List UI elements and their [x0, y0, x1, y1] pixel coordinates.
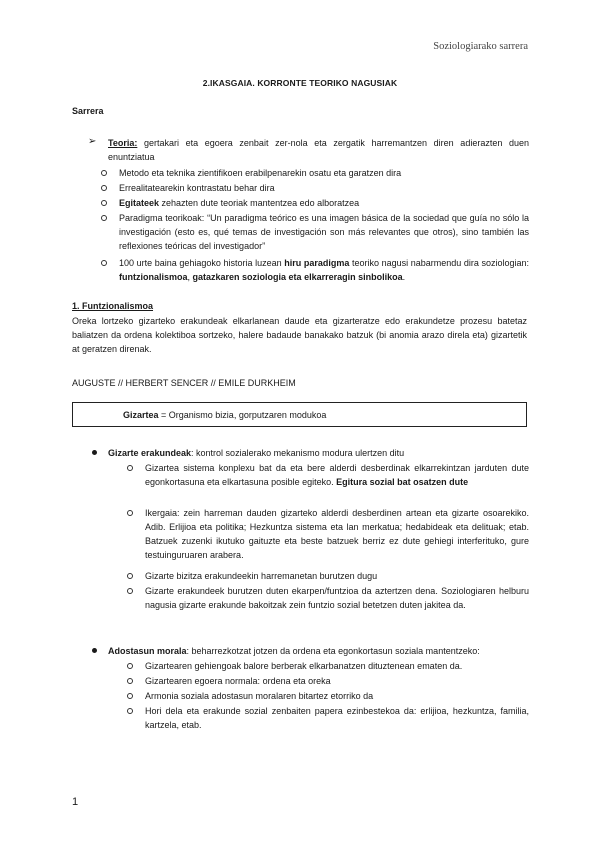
section-heading-sarrera: Sarrera	[72, 106, 104, 116]
circle-bullet-icon	[127, 693, 133, 699]
teoria-definition	[108, 136, 529, 164]
bullet-dot-icon	[92, 450, 97, 455]
circle-bullet-icon	[127, 663, 133, 669]
definition-box	[72, 402, 527, 427]
circle-bullet-icon	[101, 200, 107, 206]
list-item: Hori dela eta erakunde sozial zenbaiten papera ezinbestekoa da: erlijioa, hezkuntza, familia, kartzela, etab.	[145, 704, 529, 732]
list-item: Paradigma teorikoak: “Un paradigma teórico es una imagen básica de la sociedad que guía no sólo la investigación (esto es, qué temas de investigación son más relevantes que otros), sino también las reflexiones teóricas del investigador”	[119, 211, 529, 253]
circle-bullet-icon	[101, 215, 107, 221]
circle-bullet-icon	[127, 573, 133, 579]
circle-bullet-icon	[127, 465, 133, 471]
list-item: Gizartearen gehiengoak balore berberak elkarbanatzen dituztenean ematen da.	[145, 659, 529, 673]
arrow-bullet-icon: ➢	[88, 136, 97, 147]
list-item: Ikergaia: zein harreman dauden gizarteko alderdi desberdinen artean eta gizarte osoarekiko. Adib. Erlijioa eta politika; Hezkuntza sistema eta lan merkatua; hedabideak eta delituak; etab. Batzuek zuzenki ikutuko gaituzte eta beste batzuek berriz ez dute gehiegi interferituko, gure testuinguruaren arabera.	[145, 506, 529, 562]
section-heading-funtzionalismoa: 1. Funtzionalismoa	[72, 301, 154, 311]
teoria-text: gertakari eta egoera zenbait zer-nola eta zergatik harremantzen diren adierazten duen enuntziatua	[108, 138, 529, 162]
authors-line: AUGUSTE // HERBERT SENCER // EMILE DURKHEIM	[72, 378, 296, 388]
circle-bullet-icon	[101, 170, 107, 176]
circle-bullet-icon	[127, 678, 133, 684]
list-item: Gizartearen egoera normala: ordena eta oreka	[145, 674, 529, 688]
list-item: Egitateek zehazten dute teoriak mantentzea edo alboratzea	[119, 196, 529, 210]
running-header: Soziologiarako sarrera	[433, 41, 528, 52]
document-title: 2.IKASGAIA. KORRONTE TEORIKO NAGUSIAK	[202, 78, 398, 88]
adostasun-morala-item: Adostasun morala: beharrezkotzat jotzen da ordena eta egonkortasun soziala mantentzeko:	[108, 644, 529, 658]
bullet-dot-icon	[92, 648, 97, 653]
list-item: Gizarte bizitza erakundeekin harremanetan burutzen dugu	[145, 569, 529, 583]
circle-bullet-icon	[101, 260, 107, 266]
circle-bullet-icon	[127, 588, 133, 594]
list-item: Armonia soziala adostasun moralaren bitartez etorriko da	[145, 689, 529, 703]
list-item: Metodo eta teknika zientifikoen erabilpenarekin osatu eta garatzen dira	[119, 166, 529, 180]
circle-bullet-icon	[127, 708, 133, 714]
circle-bullet-icon	[127, 510, 133, 516]
definition-box-text: Gizartea = Organismo bizia, gorputzaren modukoa	[123, 410, 327, 420]
section1-paragraph: Oreka lortzeko gizarteko erakundeak elkarlanean daude eta gizarteratze edo erakundetze prozesu batetaz baliatzen da ordena kolektiboa sortzeko, halere badaude banakako batzuk (bi anomia arazo direla eta) gizartetik at geratzen direnak.	[72, 316, 527, 354]
list-item: Gizartea sistema konplexu bat da eta bere alderdi desberdinak elkarrekintzan jarduten dute egonkortasuna eta elkartasuna posible egiteko. Egitura sozial bat osatzen dute	[145, 461, 529, 489]
circle-bullet-icon	[101, 185, 107, 191]
list-item: Errealitatearekin kontrastatu behar dira	[119, 181, 529, 195]
list-item: 100 urte baina gehiagoko historia luzean hiru paradigma teoriko nagusi nabarmendu dira soziologian: funtzionalismoa, gatazkaren soziologia eta elkarreragin sinbolikoa.	[119, 256, 529, 284]
teoria-label: Teoria:	[108, 138, 138, 148]
page-number: 1	[72, 796, 79, 808]
list-item: Gizarte erakundeek burutzen duten ekarpen/funtzioa da aztertzen dena. Soziologiaren helburu nagusia gizarte erakunde bakoitzak zein funtzio sozial betetzen duten jakitea da.	[145, 584, 529, 612]
gizarte-erakundeak-item: Gizarte erakundeak: kontrol sozialerako mekanismo modura ulertzen ditu	[108, 446, 529, 460]
